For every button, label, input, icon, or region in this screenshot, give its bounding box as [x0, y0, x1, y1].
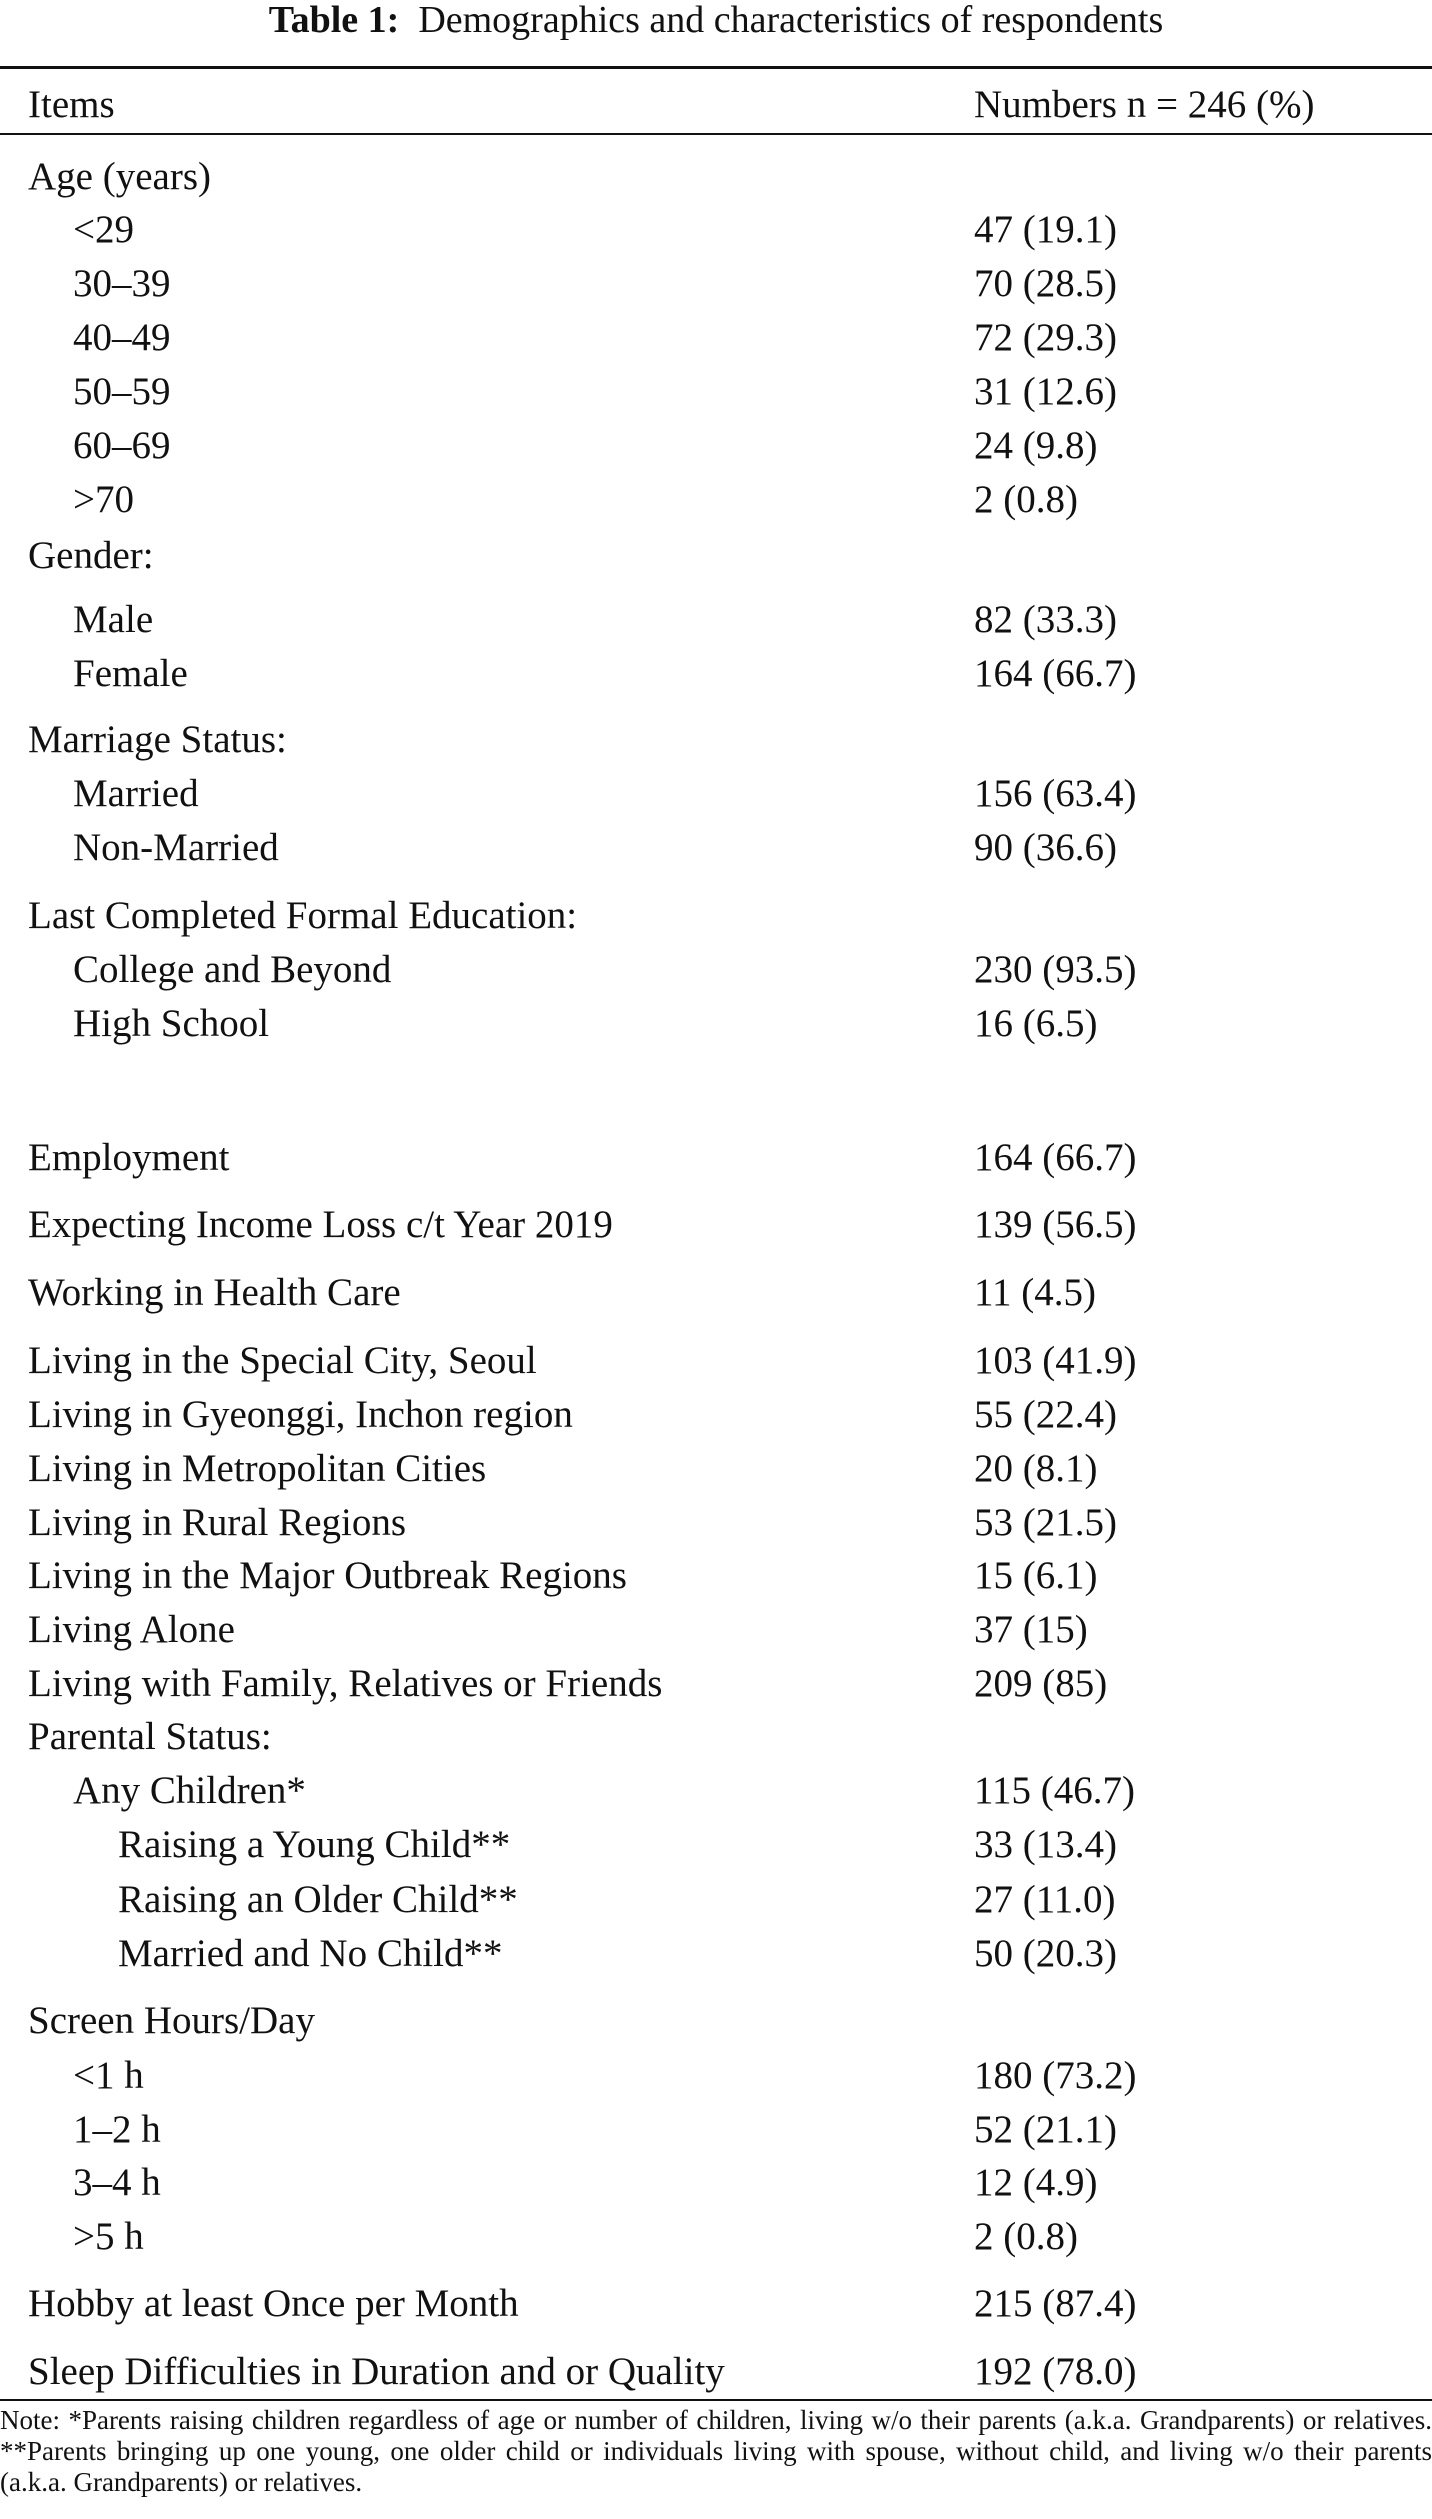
- row-value: 33 (13.4): [974, 1823, 1117, 1866]
- row-label: 40–49: [73, 316, 171, 359]
- table-row: [0, 1818, 1432, 1872]
- table-row: [0, 647, 1432, 701]
- table-title: [0, 0, 1432, 40]
- row-value: 24 (9.8): [974, 424, 1098, 467]
- table-caption: Demographics and characteristics of respondents: [418, 0, 1164, 41]
- table-row: [0, 203, 1432, 257]
- header-rule: [0, 133, 1432, 135]
- row-label: College and Beyond: [73, 948, 392, 991]
- row-label: Raising a Young Child**: [118, 1823, 511, 1866]
- row-value: 27 (11.0): [974, 1878, 1116, 1921]
- top-rule: [0, 66, 1432, 69]
- table-row: [0, 1603, 1432, 1657]
- row-label: >5 h: [73, 2215, 144, 2258]
- row-value: 47 (19.1): [974, 208, 1117, 251]
- row-label: Living Alone: [28, 1608, 235, 1651]
- table-row: [0, 1334, 1432, 1388]
- row-value: 12 (4.9): [974, 2161, 1098, 2204]
- table-row: [0, 2210, 1432, 2264]
- row-value: 192 (78.0): [974, 2350, 1137, 2393]
- row-label: 60–69: [73, 424, 171, 467]
- row-label: Gender:: [28, 534, 154, 577]
- row-label: Parental Status:: [28, 1715, 272, 1758]
- table-row: [0, 593, 1432, 647]
- table-row: [0, 889, 1432, 943]
- table-row: [0, 1710, 1432, 1764]
- row-label: Age (years): [28, 155, 211, 198]
- row-value: 103 (41.9): [974, 1339, 1137, 1382]
- table-row: [0, 311, 1432, 365]
- row-value: 15 (6.1): [974, 1554, 1098, 1597]
- row-label: Married and No Child**: [118, 1932, 503, 1975]
- row-label: <1 h: [73, 2054, 144, 2097]
- row-label: Married: [73, 772, 199, 815]
- row-value: 230 (93.5): [974, 948, 1137, 991]
- table-row: [0, 1131, 1432, 1185]
- table-row: [0, 1266, 1432, 1320]
- row-value: 164 (66.7): [974, 652, 1137, 695]
- table-row: [0, 1764, 1432, 1818]
- row-value: 31 (12.6): [974, 370, 1117, 413]
- header-numbers: Numbers n = 246 (%): [974, 83, 1315, 126]
- table-row: [0, 2103, 1432, 2157]
- row-label: Hobby at least Once per Month: [28, 2282, 519, 2325]
- table-row: [0, 821, 1432, 875]
- header-items: Items: [28, 83, 115, 126]
- table-row: [0, 2156, 1432, 2210]
- table-row: [0, 473, 1432, 527]
- table-row: [0, 1657, 1432, 1711]
- row-label: Living in the Major Outbreak Regions: [28, 1554, 627, 1597]
- row-value: 180 (73.2): [974, 2054, 1137, 2097]
- table-row: [0, 2345, 1432, 2399]
- table-row: [0, 1549, 1432, 1603]
- row-value: 20 (8.1): [974, 1447, 1098, 1490]
- row-value: 55 (22.4): [974, 1393, 1117, 1436]
- table-row: [0, 1927, 1432, 1981]
- row-label: High School: [73, 1002, 270, 1045]
- table-row: [0, 1496, 1432, 1550]
- row-label: Living in the Special City, Seoul: [28, 1339, 537, 1382]
- row-value: 11 (4.5): [974, 1271, 1097, 1314]
- table-row: [0, 713, 1432, 767]
- table-row: [0, 1873, 1432, 1927]
- row-label: 1–2 h: [73, 2108, 161, 2151]
- row-label: 50–59: [73, 370, 171, 413]
- row-value: 139 (56.5): [974, 1203, 1137, 1246]
- row-label: Marriage Status:: [28, 718, 287, 761]
- row-value: 52 (21.1): [974, 2108, 1117, 2151]
- bottom-rule: [0, 2399, 1432, 2401]
- row-value: 90 (36.6): [974, 826, 1117, 869]
- row-label: Living in Metropolitan Cities: [28, 1447, 487, 1490]
- row-label: Expecting Income Loss c/t Year 2019: [28, 1203, 613, 1246]
- table-row: [0, 1198, 1432, 1252]
- row-label: <29: [73, 208, 134, 251]
- row-label: 30–39: [73, 262, 171, 305]
- table-row: [0, 943, 1432, 997]
- row-label: Working in Health Care: [28, 1271, 401, 1314]
- table-row: [0, 150, 1432, 204]
- row-label: Living in Rural Regions: [28, 1501, 407, 1544]
- table-note: Note: *Parents raising children regardless of age or number of children, living w/o their parents (a.k.a. Grandparents) or relatives. **Parents bringing up one young, one older child or individuals living with spouse, without child, and living w/o their parents (a.k.a. Grandparents) or relatives.: [0, 2405, 1432, 2497]
- table-row: [0, 1388, 1432, 1442]
- row-value: 2 (0.8): [974, 2215, 1078, 2258]
- row-value: 2 (0.8): [974, 478, 1078, 521]
- row-label: Female: [73, 652, 188, 695]
- row-value: 37 (15): [974, 1608, 1088, 1651]
- row-label: Sleep Difficulties in Duration and or Quality: [28, 2350, 725, 2393]
- row-label: >70: [73, 478, 134, 521]
- row-label: Living in Gyeonggi, Inchon region: [28, 1393, 573, 1436]
- row-value: 70 (28.5): [974, 262, 1117, 305]
- table-row: [0, 257, 1432, 311]
- table-row: [0, 2277, 1432, 2331]
- row-value: 115 (46.7): [974, 1769, 1136, 1812]
- row-value: 72 (29.3): [974, 316, 1117, 359]
- row-label: Non-Married: [73, 826, 279, 869]
- table-row: [0, 365, 1432, 419]
- table-row: [0, 1994, 1432, 2048]
- row-value: 16 (6.5): [974, 1002, 1098, 1045]
- row-label: Screen Hours/Day: [28, 1999, 315, 2042]
- row-label: 3–4 h: [73, 2161, 161, 2204]
- table-row: [0, 1442, 1432, 1496]
- row-value: 156 (63.4): [974, 772, 1137, 815]
- row-label: Employment: [28, 1136, 230, 1179]
- table-row: [0, 2049, 1432, 2103]
- row-value: 164 (66.7): [974, 1136, 1137, 1179]
- row-value: 50 (20.3): [974, 1932, 1117, 1975]
- table-row: [0, 997, 1432, 1051]
- row-value: 53 (21.5): [974, 1501, 1117, 1544]
- row-value: 215 (87.4): [974, 2282, 1137, 2325]
- row-value: 209 (85): [974, 1662, 1108, 1705]
- row-label: Last Completed Formal Education:: [28, 894, 578, 937]
- row-value: 82 (33.3): [974, 598, 1117, 641]
- row-label: Any Children*: [73, 1769, 306, 1812]
- row-label: Raising an Older Child**: [118, 1878, 518, 1921]
- row-label: Living with Family, Relatives or Friends: [28, 1662, 663, 1705]
- row-label: Male: [73, 598, 154, 641]
- table-row: [0, 767, 1432, 821]
- table-row: [0, 419, 1432, 473]
- table-label: Table 1:: [268, 0, 400, 41]
- table-row: [0, 529, 1432, 583]
